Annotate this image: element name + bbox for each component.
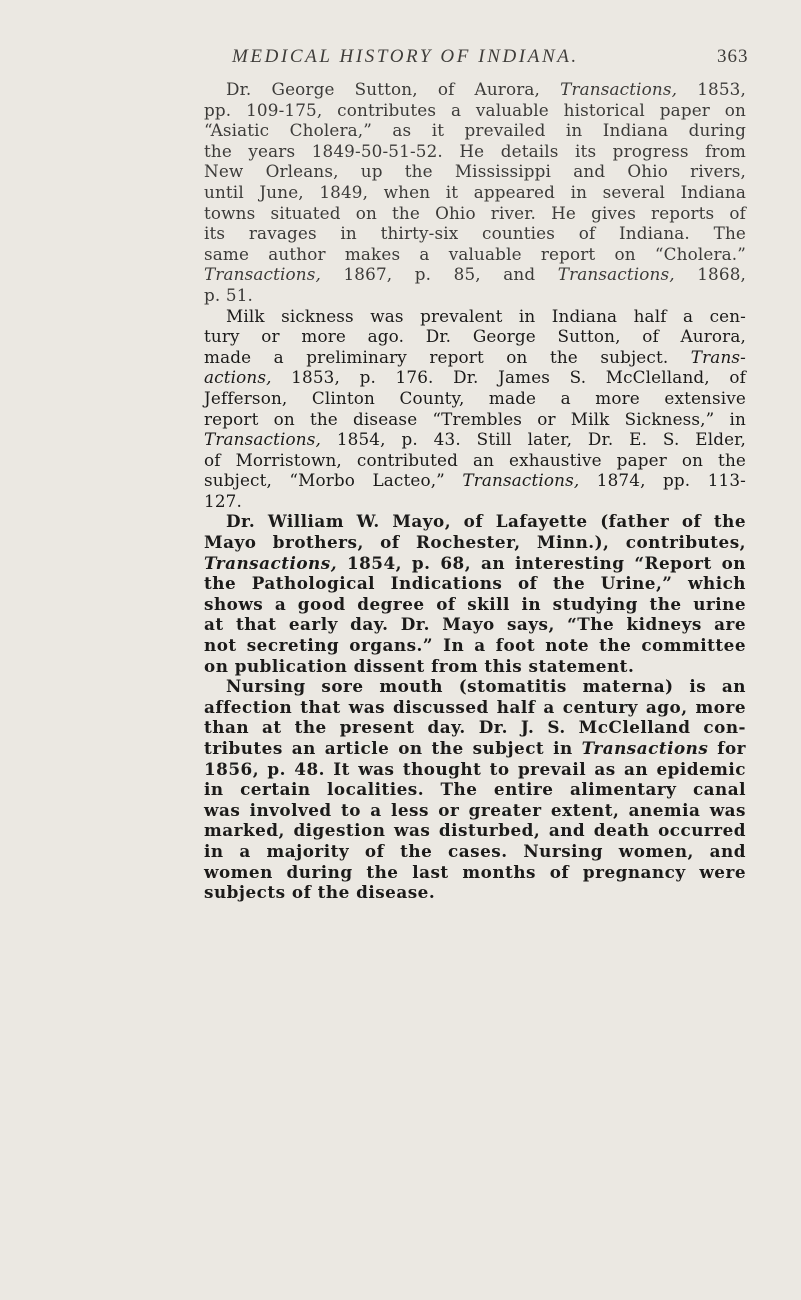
text-run: marked, digestion was disturbed, and death occurred bbox=[204, 820, 746, 841]
text-line bbox=[204, 79, 746, 100]
text-run: until June, 1849, when it appeared in several Indiana bbox=[204, 181, 746, 202]
text-line bbox=[204, 800, 746, 821]
text-line bbox=[204, 326, 746, 347]
text-run: towns situated on the Ohio river. He gives reports of bbox=[204, 202, 746, 223]
page-number: 363 bbox=[717, 46, 749, 67]
text-run: 1854, p. 68, an interesting “Report on bbox=[337, 552, 746, 573]
text-line bbox=[204, 759, 746, 780]
text-line bbox=[204, 532, 746, 553]
text-run: 1854, p. 43. Still later, Dr. E. S. Elder, bbox=[320, 429, 746, 450]
text-line bbox=[204, 182, 746, 203]
text-line bbox=[204, 553, 746, 574]
italic-citation: actions, bbox=[204, 367, 272, 388]
text-line bbox=[204, 676, 746, 697]
text-run: 1853, p. 176. Dr. James S. McClelland, of bbox=[271, 367, 746, 388]
running-head bbox=[232, 46, 749, 70]
text-run: New Orleans, up the Mississippi and Ohio rivers, bbox=[204, 161, 746, 182]
text-line bbox=[204, 594, 746, 615]
paragraph bbox=[204, 79, 746, 306]
text-run: not secreting organs.” In a foot note the committee bbox=[204, 635, 746, 656]
text-line bbox=[204, 717, 746, 738]
text-run: was involved to a less or greater extent, anemia was bbox=[204, 799, 746, 820]
italic-citation: Transactions bbox=[581, 738, 709, 758]
text-run: of Morristown, contributed an exhaustive paper on the bbox=[204, 449, 746, 470]
text-run: same author makes a valuable report on “Cholera.” bbox=[204, 243, 746, 264]
text-run: made a preliminary report on the subject. bbox=[204, 346, 691, 367]
text-run: pp. 109-175, contributes a valuable historical paper on bbox=[204, 99, 746, 120]
text-line bbox=[204, 862, 746, 883]
text-run: in certain localities. The entire alimentary canal bbox=[204, 779, 746, 800]
text-run: women during the last months of pregnancy were bbox=[204, 861, 746, 882]
text-run: Dr. William W. Mayo, of Lafayette (father of the bbox=[226, 511, 746, 532]
text-line bbox=[204, 820, 746, 841]
body-text bbox=[204, 79, 746, 903]
text-line bbox=[204, 161, 746, 182]
text-line bbox=[204, 882, 746, 903]
text-line bbox=[204, 223, 746, 244]
text-run: tributes an article on the subject in bbox=[204, 738, 582, 758]
running-head-title: MEDICAL HISTORY OF INDIANA. bbox=[232, 46, 579, 67]
text-run: affection that was discussed half a century ago, more bbox=[204, 696, 746, 717]
text-run: subject, “Morbo Lacteo,” bbox=[204, 470, 463, 491]
text-run: 127. bbox=[204, 490, 242, 511]
text-line bbox=[204, 573, 746, 594]
text-run: 1853, bbox=[677, 79, 746, 99]
paragraph bbox=[204, 511, 746, 676]
text-line bbox=[204, 635, 746, 656]
italic-citation: Transactions, bbox=[204, 429, 321, 450]
text-run: shows a good degree of skill in studying the urine bbox=[204, 593, 746, 614]
text-run: 1867, p. 85, and bbox=[320, 264, 558, 285]
text-line bbox=[204, 347, 746, 368]
paragraph bbox=[204, 306, 746, 512]
text-run: Dr. George Sutton, of Aurora, bbox=[226, 79, 561, 99]
text-run: its ravages in thirty-six counties of Indiana. The bbox=[204, 223, 746, 244]
italic-citation: Transactions, bbox=[557, 264, 675, 285]
paragraph bbox=[204, 676, 746, 903]
text-run: in a majority of the cases. Nursing women, and bbox=[204, 840, 746, 861]
text-run: 1856, p. 48. It was thought to prevail as an epidemic bbox=[204, 758, 746, 779]
text-line bbox=[204, 697, 746, 718]
text-run: “Asiatic Cholera,” as it prevailed in Indiana during bbox=[204, 120, 746, 141]
text-line bbox=[204, 450, 746, 471]
italic-citation: Transactions, bbox=[462, 470, 580, 491]
text-run: Milk sickness was prevalent in Indiana half a cen- bbox=[226, 305, 746, 326]
italic-citation: Trans- bbox=[690, 346, 746, 367]
text-line bbox=[204, 120, 746, 141]
text-line bbox=[204, 367, 746, 388]
text-run: Nursing sore mouth (stomatitis materna) is an bbox=[226, 676, 746, 697]
text-line bbox=[204, 100, 746, 121]
text-line bbox=[204, 409, 746, 430]
text-line bbox=[204, 738, 746, 759]
text-run: the years 1849-50-51-52. He details its progress from bbox=[204, 140, 746, 161]
text-line bbox=[204, 264, 746, 285]
text-run: for bbox=[708, 738, 746, 758]
text-run: 1874, pp. 113- bbox=[579, 470, 746, 491]
text-line bbox=[204, 491, 746, 512]
text-line bbox=[204, 203, 746, 224]
text-line bbox=[204, 841, 746, 862]
text-run: report on the disease “Trembles or Milk Sickness,” in bbox=[204, 408, 746, 429]
text-line bbox=[204, 388, 746, 409]
text-line bbox=[204, 429, 746, 450]
text-run: 1868, bbox=[674, 264, 747, 285]
text-run: Jefferson, Clinton County, made a more extensive bbox=[204, 387, 746, 408]
text-line bbox=[204, 779, 746, 800]
text-run: p. 51. bbox=[204, 284, 253, 305]
text-line bbox=[204, 244, 746, 265]
text-run: tury or more ago. Dr. George Sutton, of Aurora, bbox=[204, 326, 746, 347]
text-line bbox=[204, 656, 746, 677]
text-line bbox=[204, 285, 746, 306]
italic-citation: Transactions, bbox=[204, 552, 338, 573]
text-line bbox=[204, 141, 746, 162]
text-line bbox=[204, 511, 746, 532]
text-run: on publication dissent from this statement. bbox=[204, 655, 635, 676]
text-run: at that early day. Dr. Mayo says, “The kidneys are bbox=[204, 614, 746, 635]
text-run: than at the present day. Dr. J. S. McClelland con- bbox=[204, 717, 746, 738]
text-run: subjects of the disease. bbox=[204, 882, 436, 903]
text-line bbox=[204, 470, 746, 491]
italic-citation: Transactions, bbox=[204, 264, 321, 285]
text-line bbox=[204, 306, 746, 327]
italic-citation: Transactions, bbox=[560, 79, 678, 99]
text-run: the Pathological Indications of the Urine,” which bbox=[204, 573, 746, 594]
text-line bbox=[204, 614, 746, 635]
text-run: Mayo brothers, of Rochester, Minn.), contributes, bbox=[204, 532, 746, 553]
